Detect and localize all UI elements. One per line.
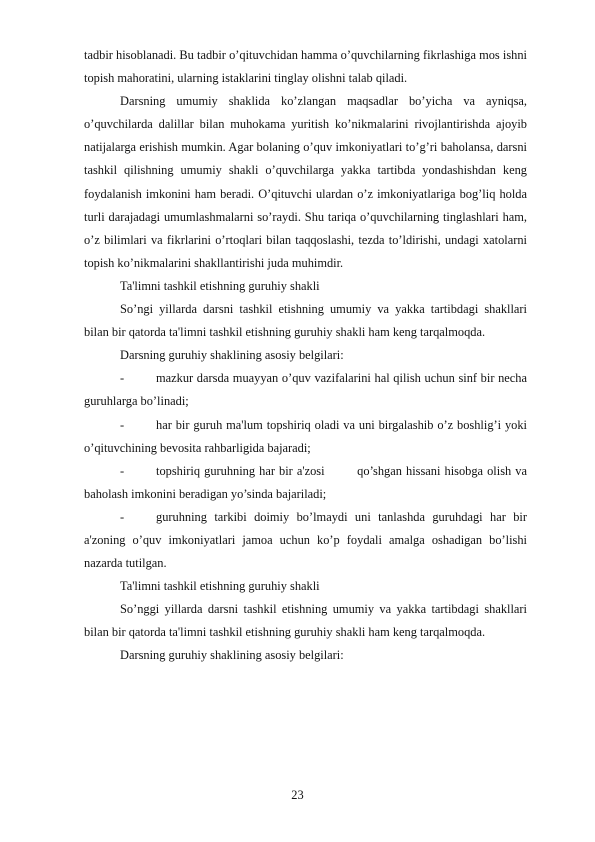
list-dash: -: [120, 371, 125, 386]
list-item-text: guruhning tarkibi doimiy bo’lmaydi uni tanlashda guruhdagi har bir a'zoning o’quv imkoniyatlari jamoa uchun ko’p foydali amalga oshadigan bo’lishi nazarda tutilgan.: [84, 509, 527, 571]
page-number: 23: [291, 788, 304, 802]
paragraph-features-intro-repeat: Darsning guruhiy shaklining asosiy belgilari:: [120, 648, 344, 663]
list-item-text: mazkur darsda muayyan o’quv vazifalarini hal qilish uchun sinf bir necha guruhlarga bo’linadi;: [84, 371, 527, 409]
list-item: [84, 460, 531, 506]
features-list: [84, 367, 531, 575]
paragraph-general-form: Darsning umumiy shaklida ko’zlangan maqsadlar bo’yicha va ayniqsa, o’quvchilarda dalillar bilan muhokama yuritish ko’nikmalarini rivojlantirishda ajoyib natijalarga erishish mumkin. Agar bolaning o’quv imkoniyatlari to’g’ri baholansa, darsni tashkil qilishning umumiy shakli o’quvchilarga yakka tartibda yondashishdan keng foydalanish imkonini ham beradi. O’qituvchi ulardan o’z imkoniyatlariga bog’liq holda turli darajadagi umumlashmalarni so’raydi. Shu tariqa o’quvchilarning tinglashlari ham, o’z bilimlari va fikrlarini o’rtoqlari bilan taqqoslashi, tezda to’ldirishi, undagi xatolarni topish ko’nikmalarini shakllantirishi juda muhimdir.: [84, 94, 527, 270]
list-item-text: topshiriq guruhning har bir a'zosi qo’shgan hissani hisobga olish va baholash imkonini beradigan yo’sinda bajariladi;: [84, 463, 531, 501]
paragraph-group-form-repeat: So’nggi yillarda darsni tashkil etishning umumiy va yakka tartibdagi shakllari bilan bir qatorda ta'limni tashkil etishning guruhiy shakli ham keng tarqalmoqda.: [84, 602, 527, 640]
list-dash: -: [120, 463, 125, 478]
list-item: [84, 414, 527, 460]
section-heading-group-form-repeat: Ta'limni tashkil etishning guruhiy shakli: [120, 579, 320, 594]
document-page: [84, 44, 531, 668]
section-heading-group-form: Ta'limni tashkil etishning guruhiy shakli: [120, 278, 320, 293]
paragraph-features-intro: Darsning guruhiy shaklining asosiy belgilari:: [120, 348, 344, 363]
list-item: [84, 367, 527, 413]
list-dash: -: [120, 417, 125, 432]
paragraph-group-form-intro: So’ngi yillarda darsni tashkil etishning umumiy va yakka tartibdagi shakllari bilan bir qatorda ta'limni tashkil etishning guruhiy shakli ham keng tarqalmoqda.: [84, 302, 527, 340]
paragraph-continuation: tadbir hisoblanadi. Bu tadbir o’qituvchidan hamma o’quvchilarning fikrlashiga mos ishni topish mahoratini, ularning istaklarini tinglay olishni talab qiladi.: [84, 48, 527, 86]
list-item: [84, 506, 527, 575]
list-item-text: har bir guruh ma'lum topshiriq oladi va uni birgalashib o’z boshlig’i yoki o’qituvchining bevosita rahbarligida bajaradi;: [84, 417, 527, 455]
list-dash: -: [120, 509, 125, 524]
